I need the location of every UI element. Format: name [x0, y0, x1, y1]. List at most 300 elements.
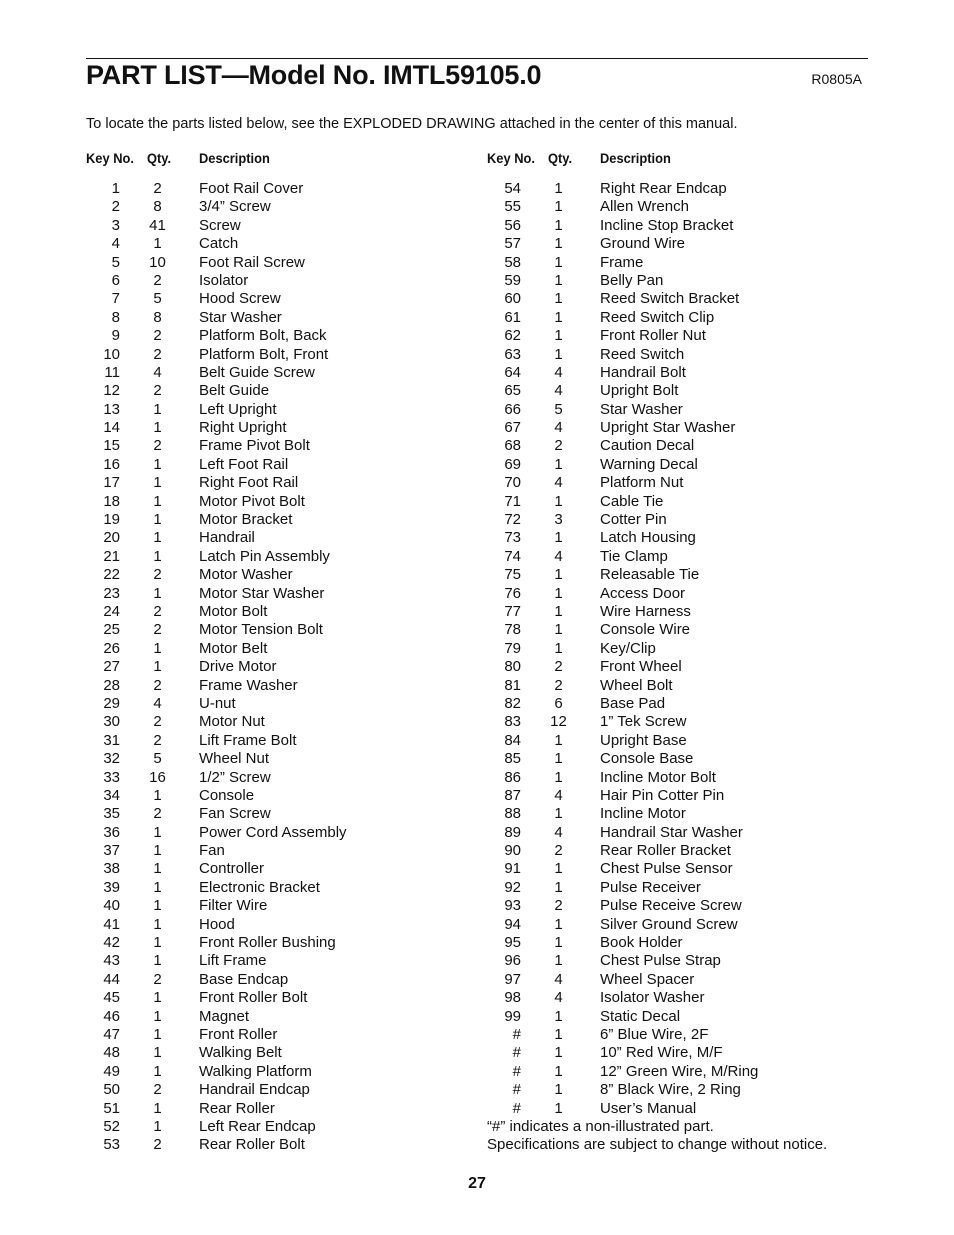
part-description: Platform Bolt, Front	[199, 345, 329, 363]
part-description: Isolator	[199, 271, 249, 289]
key-no-header: Key No.	[86, 150, 134, 166]
part-key-no: 41	[103, 915, 120, 933]
part-qty: 5	[554, 400, 563, 418]
part-key-no: 55	[504, 198, 521, 216]
part-description: Motor Washer	[199, 566, 293, 584]
part-row	[487, 529, 887, 547]
part-row	[86, 437, 486, 455]
part-key-no: 58	[504, 253, 521, 271]
part-key-no: 18	[103, 492, 120, 510]
part-description: Motor Bolt	[199, 602, 268, 620]
part-row	[86, 658, 486, 676]
part-row	[86, 548, 486, 566]
part-qty: 6	[554, 694, 563, 712]
part-row	[86, 419, 486, 437]
part-description: 8” Black Wire, 2 Ring	[600, 1081, 741, 1099]
part-description: Latch Pin Assembly	[199, 547, 330, 565]
part-row	[86, 860, 486, 878]
part-qty: 1	[554, 271, 563, 289]
part-key-no: 4	[111, 235, 120, 253]
part-description: Reed Switch Bracket	[600, 290, 740, 308]
part-description: 10” Red Wire, M/F	[600, 1044, 723, 1062]
part-key-no: 40	[103, 897, 120, 915]
part-row	[487, 290, 887, 308]
part-row	[487, 916, 887, 934]
part-description: Ground Wire	[600, 235, 686, 253]
part-key-no: 94	[504, 915, 521, 933]
part-key-no: 80	[504, 658, 521, 676]
part-description: Motor Nut	[199, 713, 265, 731]
part-row	[86, 805, 486, 823]
part-row	[487, 787, 887, 805]
part-description: U-nut	[199, 694, 236, 712]
part-description: Rear Roller Bolt	[199, 1136, 305, 1154]
part-key-no: 56	[504, 216, 521, 234]
part-qty: 1	[554, 1044, 563, 1062]
part-description: 6” Blue Wire, 2F	[600, 1025, 709, 1043]
part-row	[86, 327, 486, 345]
part-key-no: 92	[504, 878, 521, 896]
part-description: Base Pad	[600, 694, 666, 712]
part-key-no: 13	[103, 400, 120, 418]
part-row	[86, 566, 486, 584]
part-description: Silver Ground Screw	[600, 915, 738, 933]
part-qty: 2	[153, 602, 162, 620]
part-key-no: 31	[103, 731, 120, 749]
part-description: Pulse Receive Screw	[600, 897, 742, 915]
part-row	[86, 1136, 486, 1154]
part-qty: 2	[153, 731, 162, 749]
part-key-no: 60	[504, 290, 521, 308]
part-description: Incline Motor	[600, 805, 686, 823]
part-qty: 2	[554, 676, 563, 694]
part-key-no: 96	[504, 952, 521, 970]
part-row	[487, 474, 887, 492]
part-qty: 1	[554, 602, 563, 620]
part-row	[86, 952, 486, 970]
part-qty: 4	[153, 694, 162, 712]
part-row	[86, 1008, 486, 1026]
part-row	[487, 677, 887, 695]
part-row	[86, 971, 486, 989]
part-key-no: 73	[504, 529, 521, 547]
parts-column-right	[487, 150, 887, 1155]
part-qty: 1	[554, 1007, 563, 1025]
part-row	[86, 842, 486, 860]
part-row	[487, 382, 887, 400]
part-description: Catch	[199, 235, 239, 253]
part-row	[86, 621, 486, 639]
part-row	[487, 511, 887, 529]
part-qty: 1	[153, 897, 162, 915]
part-qty: 1	[554, 952, 563, 970]
part-row	[487, 254, 887, 272]
part-description: Chest Pulse Strap	[600, 952, 721, 970]
part-key-no: 5	[111, 253, 120, 271]
part-description: Rear Roller Bracket	[600, 842, 731, 860]
part-qty: 1	[153, 529, 162, 547]
part-description: Filter Wire	[199, 897, 268, 915]
part-qty: 4	[554, 547, 563, 565]
part-description: Wheel Spacer	[600, 970, 695, 988]
part-row	[86, 603, 486, 621]
part-qty: 3	[554, 511, 563, 529]
part-key-no: 70	[504, 474, 521, 492]
part-key-no: 26	[103, 639, 120, 657]
part-row	[86, 989, 486, 1007]
part-description: Magnet	[199, 1007, 250, 1025]
part-row	[487, 493, 887, 511]
part-key-no: 23	[103, 584, 120, 602]
part-row	[487, 860, 887, 878]
part-key-no: 19	[103, 511, 120, 529]
part-description: Frame Pivot Bolt	[199, 437, 310, 455]
part-key-no: 2	[111, 198, 120, 216]
part-key-no: 85	[504, 750, 521, 768]
page-number: 27	[468, 1175, 486, 1192]
part-key-no: 14	[103, 419, 120, 437]
part-description: Wheel Nut	[199, 750, 270, 768]
part-key-no: 57	[504, 235, 521, 253]
page-title: PART LIST—Model No. IMTL59105.0	[86, 60, 542, 90]
part-row	[487, 1100, 887, 1118]
part-qty: 1	[153, 842, 162, 860]
part-description: User’s Manual	[600, 1099, 697, 1117]
part-row	[86, 309, 486, 327]
part-key-no: 44	[103, 970, 120, 988]
part-description: Left Rear Endcap	[199, 1117, 316, 1135]
part-description: Frame	[600, 253, 644, 271]
part-qty: 1	[153, 1025, 162, 1043]
part-row	[86, 1026, 486, 1044]
part-key-no: 93	[504, 897, 521, 915]
part-description: Fan Screw	[199, 805, 271, 823]
part-key-no: 66	[504, 400, 521, 418]
part-qty: 10	[149, 253, 166, 271]
part-row	[86, 235, 486, 253]
part-description: Foot Rail Cover	[199, 180, 304, 197]
part-row	[86, 787, 486, 805]
part-description: Book Holder	[600, 934, 683, 952]
part-qty: 1	[554, 915, 563, 933]
part-qty: 1	[554, 934, 563, 952]
part-key-no: 86	[504, 768, 521, 786]
part-qty: 1	[554, 308, 563, 326]
part-key-no: 6	[111, 271, 120, 289]
part-row	[86, 732, 486, 750]
column-header	[86, 150, 486, 180]
part-description: Motor Belt	[199, 639, 268, 657]
part-qty: 1	[554, 327, 563, 345]
part-row	[86, 1118, 486, 1136]
part-row	[86, 1063, 486, 1081]
part-key-no: 22	[103, 566, 120, 584]
part-qty: 2	[153, 437, 162, 455]
part-row	[487, 548, 887, 566]
part-row	[86, 695, 486, 713]
part-row	[86, 1081, 486, 1099]
part-key-no: 97	[504, 970, 521, 988]
part-key-no: 74	[504, 547, 521, 565]
part-qty: 16	[149, 768, 166, 786]
part-key-no: 21	[103, 547, 120, 565]
part-description: Incline Stop Bracket	[600, 216, 734, 234]
part-row	[86, 585, 486, 603]
part-qty: 2	[153, 1081, 162, 1099]
part-row	[487, 824, 887, 842]
part-key-no: 90	[504, 842, 521, 860]
part-description: 1” Tek Screw	[600, 713, 687, 731]
part-qty: 1	[153, 1099, 162, 1117]
part-qty: 5	[153, 290, 162, 308]
part-key-no: 87	[504, 786, 521, 804]
part-qty: 2	[153, 713, 162, 731]
part-description: Wheel Bolt	[600, 676, 673, 694]
part-qty: 1	[153, 1117, 162, 1135]
part-key-no: 77	[504, 602, 521, 620]
document-code: R0805A	[811, 71, 862, 87]
description-header: Description	[199, 150, 270, 166]
part-description: Pulse Receiver	[600, 878, 701, 896]
part-key-no: 1	[111, 180, 120, 197]
part-description: Hood	[199, 915, 235, 933]
part-key-no: 69	[504, 455, 521, 473]
part-description: 3/4” Screw	[199, 198, 271, 216]
part-description: Upright Base	[600, 731, 687, 749]
part-qty: 1	[554, 180, 563, 197]
part-row	[487, 603, 887, 621]
part-key-no: 29	[103, 694, 120, 712]
part-key-no: 15	[103, 437, 120, 455]
part-key-no: 99	[504, 1007, 521, 1025]
part-description: Handrail	[199, 529, 255, 547]
part-qty: 4	[554, 474, 563, 492]
part-row	[487, 566, 887, 584]
part-row	[487, 879, 887, 897]
part-qty: 1	[153, 1044, 162, 1062]
part-qty: 1	[554, 216, 563, 234]
part-qty: 1	[153, 235, 162, 253]
part-qty: 4	[554, 786, 563, 804]
part-description: Releasable Tie	[600, 566, 700, 584]
part-key-no: 65	[504, 382, 521, 400]
part-description: Warning Decal	[600, 455, 698, 473]
part-description: Belt Guide	[199, 382, 270, 400]
part-row	[86, 677, 486, 695]
part-description: 12” Green Wire, M/Ring	[600, 1062, 759, 1080]
part-description: Base Endcap	[199, 970, 289, 988]
part-row	[86, 897, 486, 915]
part-description: Front Roller Nut	[600, 327, 706, 345]
part-description: Right Foot Rail	[199, 474, 299, 492]
part-row	[487, 1081, 887, 1099]
part-qty: 1	[554, 878, 563, 896]
part-qty: 1	[554, 584, 563, 602]
part-key-no: 71	[504, 492, 521, 510]
part-key-no: 35	[103, 805, 120, 823]
part-row	[86, 529, 486, 547]
part-qty: 1	[153, 1062, 162, 1080]
part-key-no: 11	[104, 363, 120, 381]
part-key-no: 49	[103, 1062, 120, 1080]
part-qty: 2	[153, 805, 162, 823]
part-row	[487, 621, 887, 639]
part-row	[487, 713, 887, 731]
part-qty: 1	[153, 934, 162, 952]
part-description: Wire Harness	[600, 602, 691, 620]
part-description: Handrail Bolt	[600, 363, 686, 381]
part-description: Static Decal	[600, 1007, 681, 1025]
key-no-header: Key No.	[487, 150, 535, 166]
part-key-no: 82	[504, 694, 521, 712]
part-description: Frame Washer	[199, 676, 298, 694]
part-row	[86, 1044, 486, 1062]
part-qty: 1	[554, 860, 563, 878]
part-qty: 1	[153, 878, 162, 896]
part-description: Platform Bolt, Back	[199, 327, 327, 345]
part-row	[86, 456, 486, 474]
part-row	[487, 1008, 887, 1026]
part-description: Cotter Pin	[600, 511, 667, 529]
part-qty: 4	[554, 970, 563, 988]
part-qty: 1	[554, 621, 563, 639]
part-qty: 2	[153, 382, 162, 400]
part-key-no: 7	[111, 290, 120, 308]
part-key-no: 48	[103, 1044, 120, 1062]
part-qty: 2	[554, 897, 563, 915]
qty-header: Qty.	[147, 150, 172, 166]
part-qty: 1	[554, 198, 563, 216]
part-row	[487, 327, 887, 345]
part-row	[86, 511, 486, 529]
part-description: Front Roller Bolt	[199, 989, 308, 1007]
part-key-no: 25	[103, 621, 120, 639]
part-description: Key/Clip	[600, 639, 656, 657]
part-qty: 4	[554, 419, 563, 437]
part-key-no: #	[512, 1081, 521, 1099]
part-qty: 8	[153, 308, 162, 326]
part-key-no: 39	[103, 878, 120, 896]
part-qty: 1	[554, 290, 563, 308]
part-qty: 2	[153, 327, 162, 345]
part-row	[86, 713, 486, 731]
part-qty: 8	[153, 198, 162, 216]
part-qty: 2	[554, 842, 563, 860]
part-description: Hair Pin Cotter Pin	[600, 786, 725, 804]
part-row	[487, 198, 887, 216]
part-key-no: 33	[103, 768, 120, 786]
part-row	[86, 474, 486, 492]
part-row	[487, 971, 887, 989]
part-key-no: 17	[103, 474, 120, 492]
part-row	[487, 934, 887, 952]
part-key-no: 76	[504, 584, 521, 602]
part-qty: 1	[554, 1099, 563, 1117]
part-qty: 1	[153, 658, 162, 676]
part-row	[86, 750, 486, 768]
part-key-no: #	[512, 1044, 521, 1062]
part-qty: 2	[153, 676, 162, 694]
part-row	[86, 364, 486, 382]
part-key-no: 51	[103, 1099, 120, 1117]
part-key-no: 50	[103, 1081, 120, 1099]
part-qty: 1	[554, 529, 563, 547]
part-key-no: 91	[504, 860, 521, 878]
part-qty: 4	[554, 989, 563, 1007]
part-row	[487, 217, 887, 235]
part-qty: 41	[149, 216, 166, 234]
part-key-no: 30	[103, 713, 120, 731]
part-qty: 1	[554, 345, 563, 363]
part-key-no: 84	[504, 731, 521, 749]
part-description: Console Wire	[600, 621, 691, 639]
part-row	[86, 217, 486, 235]
part-qty: 1	[153, 952, 162, 970]
part-row	[86, 934, 486, 952]
part-description: Star Washer	[199, 308, 282, 326]
part-row	[86, 916, 486, 934]
part-description: Front Roller	[199, 1025, 278, 1043]
part-key-no: 32	[103, 750, 120, 768]
part-qty: 2	[153, 180, 162, 197]
part-description: Tie Clamp	[600, 547, 668, 565]
part-description: Chest Pulse Sensor	[600, 860, 733, 878]
part-key-no: 8	[111, 308, 120, 326]
part-key-no: 83	[504, 713, 521, 731]
part-key-no: #	[512, 1099, 521, 1117]
part-key-no: #	[512, 1025, 521, 1043]
part-row	[86, 198, 486, 216]
part-description: Right Rear Endcap	[600, 180, 727, 197]
part-qty: 1	[153, 1007, 162, 1025]
part-key-no: 98	[504, 989, 521, 1007]
part-description: Incline Motor Bolt	[600, 768, 716, 786]
part-row	[487, 180, 887, 198]
part-key-no: 75	[504, 566, 521, 584]
part-qty: 1	[153, 511, 162, 529]
part-row	[86, 401, 486, 419]
part-qty: 1	[153, 584, 162, 602]
part-row	[487, 309, 887, 327]
part-description: Handrail Star Washer	[600, 823, 743, 841]
part-row	[86, 272, 486, 290]
part-qty: 5	[153, 750, 162, 768]
part-row	[487, 805, 887, 823]
part-key-no: 28	[103, 676, 120, 694]
part-qty: 1	[153, 474, 162, 492]
part-qty: 1	[554, 455, 563, 473]
part-qty: 1	[153, 455, 162, 473]
part-description: Left Foot Rail	[199, 455, 289, 473]
part-key-no: 3	[111, 216, 120, 234]
part-key-no: 9	[111, 327, 120, 345]
part-row	[487, 989, 887, 1007]
part-description: Motor Star Washer	[199, 584, 325, 602]
part-qty: 1	[153, 786, 162, 804]
part-key-no: 68	[504, 437, 521, 455]
part-description: Handrail Endcap	[199, 1081, 310, 1099]
part-qty: 2	[153, 1136, 162, 1154]
part-qty: 1	[153, 823, 162, 841]
part-key-no: 47	[103, 1025, 120, 1043]
part-row	[487, 695, 887, 713]
part-row	[487, 364, 887, 382]
part-key-no: 89	[504, 823, 521, 841]
part-qty: 1	[554, 1062, 563, 1080]
part-row	[487, 272, 887, 290]
part-row	[86, 824, 486, 842]
part-description: Walking Platform	[199, 1062, 312, 1080]
